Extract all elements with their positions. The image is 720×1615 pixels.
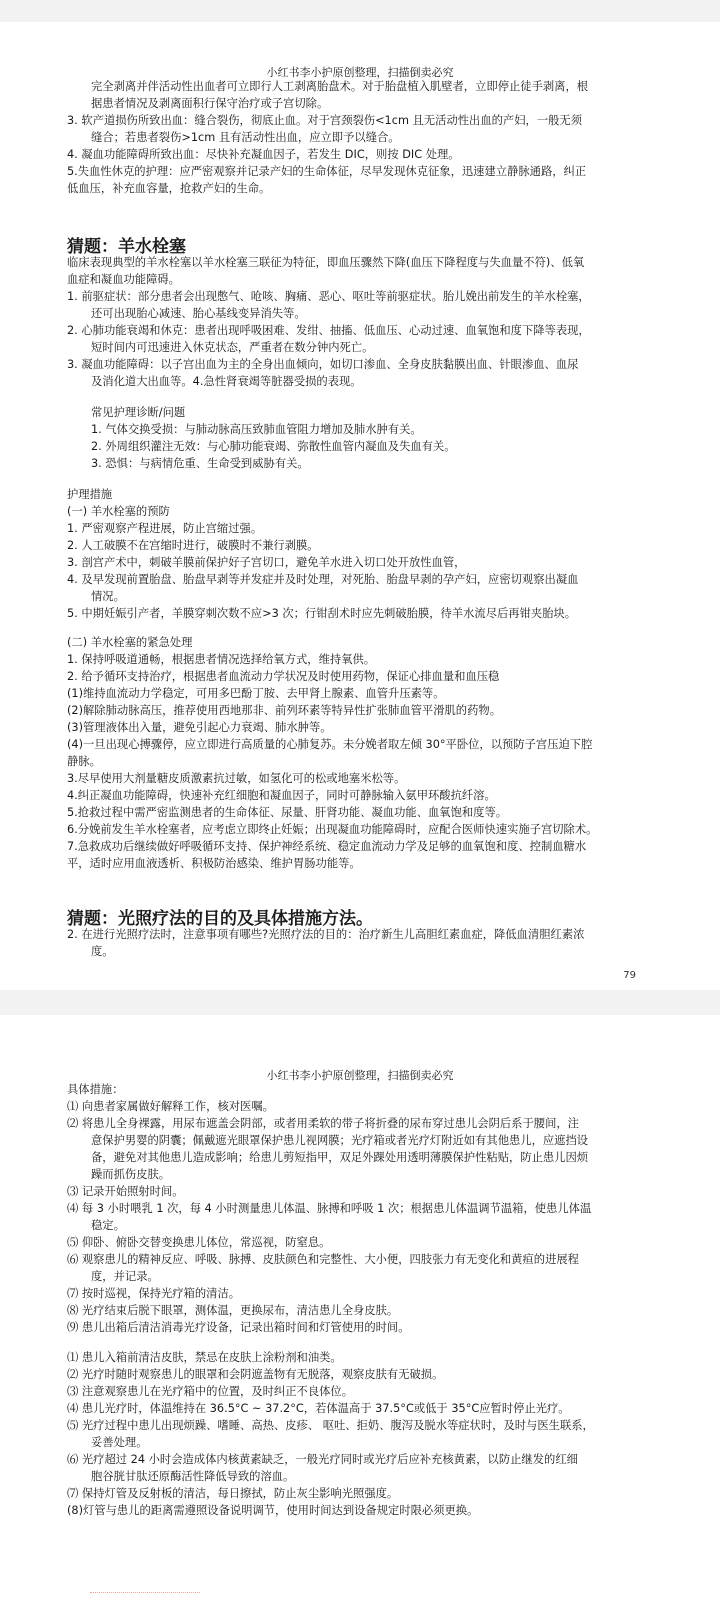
text-line: 胞谷胱甘肽还原酶活性降低导致的溶血。 — [91, 1470, 295, 1483]
text-line: 2. 给予循环支持治疗，根据患者血流动力学状况及时使用药物，保证心排血量和血压稳 — [67, 670, 500, 683]
text-line: 4. 及早发现前置胎盘、胎盘早剥等并发症并及时处理，对死胎、胎盘早剥的孕产妇，应密切观察出凝血 — [67, 573, 579, 586]
text-line: 3. 剖宫产术中，刺破羊膜前保护好子宫切口，避免羊水进入切口处开放性血管， — [67, 556, 466, 569]
text-line: 5.抢救过程中需严密监测患者的生命体征、尿量、肝肾功能、凝血功能、血氧饱和度等。 — [67, 806, 508, 819]
subheading: 具体措施： — [67, 1083, 124, 1096]
text-line: 完全剥离并伴活动性出血者可立即行人工剥离胎盘术。对于胎盘植入肌壁者，立即停止徒手剥离，根 — [91, 80, 589, 93]
page-number: 79 — [623, 970, 636, 981]
text-line: 2. 外周组织灌注无效：与心肺功能衰竭、弥散性血管内凝血及失血有关。 — [91, 440, 456, 453]
text-line: 临床表现典型的羊水栓塞以羊水栓塞三联征为特征，即血压骤然下降(血压下降程度与失血量不符)、低氧 — [67, 256, 585, 269]
text-line: 2. 在进行光照疗法时，注意事项有哪些?光照疗法的目的：治疗新生儿高胆红素血症，降低血清胆红素浓 — [67, 928, 585, 941]
text-line: (2)解除肺动脉高压，推荐使用西地那非、前列环素等特异性扩张肺血管平滑肌的药物。 — [67, 704, 501, 717]
text-line: 1. 前驱症状：部分患者会出现憋气、呛咳、胸痛、恶心、呕吐等前驱症状。胎儿娩出前发生的羊水栓塞， — [67, 290, 590, 303]
footer-decoration — [90, 1592, 200, 1596]
text-line: 5.失血性休克的护理：应严密观察并记录产妇的生命体征，尽早发现休克征象，迅速建立静脉通路，纠正 — [67, 165, 587, 178]
section-title-amniotic: 猜题：羊水栓塞 — [67, 237, 186, 257]
text-line: 1. 严密观察产程进展，防止宫缩过强。 — [67, 522, 263, 535]
text-line: 3. 凝血功能障碍：以子宫出血为主的全身出血倾向，如切口渗血、全身皮肤黏膜出血、针眼渗血、血尿 — [67, 358, 579, 371]
text-line: ⑻ 光疗结束后脱下眼罩，测体温，更换尿布，清洁患儿全身皮肤。 — [67, 1304, 399, 1317]
text-line: ⑺ 保持灯管及反射板的清洁，每日擦拭，防止灰尘影响光照强度。 — [67, 1487, 399, 1500]
text-line: 静脉。 — [67, 755, 101, 768]
text-line: 3. 软产道损伤所致出血：缝合裂伤，彻底止血。对于宫颈裂伤<1cm 且无活动性出血的产妇，一般无须 — [67, 114, 583, 127]
text-line: 2. 人工破膜不在宫缩时进行，破膜时不兼行剥膜。 — [67, 539, 319, 552]
text-line: 度，并记录。 — [91, 1270, 159, 1283]
text-line: ⑼ 患儿出箱后清洁消毒光疗设备，记录出箱时间和灯管使用的时间。 — [67, 1321, 410, 1334]
page-header: 小红书李小护原创整理，扫描倒卖必究 — [266, 1069, 454, 1082]
text-line: 短时间内可迅速进入休克状态，严重者在数分钟内死亡。 — [91, 341, 374, 354]
text-line: 血症和凝血功能障碍。 — [67, 273, 180, 286]
text-line: ⑸ 光疗过程中患儿出现烦躁、嗜睡、高热、皮疹、 呕吐、拒奶、腹泻及脱水等症状时，及时与医生联系， — [67, 1419, 594, 1432]
text-line: 躁而抓伤皮肤。 — [91, 1168, 171, 1181]
text-line: ⑴ 患儿入箱前清洁皮肤，禁忌在皮肤上涂粉剂和油类。 — [67, 1351, 342, 1364]
page-header: 小红书李小护原创整理，扫描倒卖必究 — [266, 66, 454, 79]
text-line: ⑴ 向患者家属做好解释工作，核对医嘱。 — [67, 1100, 274, 1113]
text-line: (3)管理液体出入量，避免引起心力衰竭、肺水肿等。 — [67, 721, 332, 734]
subheading: (一) 羊水栓塞的预防 — [67, 505, 170, 518]
text-line: ⑸ 仰卧、俯卧交替变换患儿体位，常巡视，防窒息。 — [67, 1236, 331, 1249]
text-line: 3. 恐惧：与病情危重、生命受到威胁有关。 — [91, 457, 309, 470]
text-line: 及消化道大出血等。4.急性肾衰竭等脏器受损的表现。 — [91, 375, 362, 388]
text-line: 低血压，补充血容量，抢救产妇的生命。 — [67, 182, 271, 195]
text-line: 平，适时应用血液透析、积极防治感染、维护胃肠功能等。 — [67, 857, 361, 870]
text-line: 备，避免对其他患儿造成影响；给患儿剪短指甲，双足外踝处用透明薄膜保护性粘贴，防止患儿因烦 — [91, 1151, 589, 1164]
text-line: ⑵ 将患儿全身裸露，用尿布遮盖会阴部，或者用柔软的带子将折叠的尿布穿过患儿会阴后系于腰间，注 — [67, 1117, 579, 1130]
text-line: 1. 气体交换受损：与肺动脉高压致肺血管阻力增加及肺水肿有关。 — [91, 423, 422, 436]
text-line: 1. 保持呼吸道通畅，根据患者情况选择给氧方式，维持氧供。 — [67, 653, 376, 666]
subheading: 护理措施 — [67, 488, 113, 501]
text-line: (1)维持血流动力学稳定，可用多巴酚丁胺、去甲肾上腺素、血管升压素等。 — [67, 687, 445, 700]
text-line: ⑶ 注意观察患儿在光疗箱中的位置，及时纠正不良体位。 — [67, 1385, 354, 1398]
text-line: 意保护男婴的阴囊；佩戴遮光眼罩保护患儿视网膜；光疗箱或者光疗灯附近如有其他患儿，应遮挡设 — [91, 1134, 589, 1147]
text-line: ⑺ 按时巡视，保持光疗箱的清洁。 — [67, 1287, 241, 1300]
text-line: 3.尽早使用大剂量糖皮质激素抗过敏，如氢化可的松或地塞米松等。 — [67, 772, 406, 785]
text-line: 度。 — [91, 945, 114, 958]
text-line: 缝合；若患者裂伤>1cm 且有活动性出血，应立即予以缝合。 — [91, 131, 400, 144]
text-line: 4.纠正凝血功能障碍，快速补充红细胞和凝血因子，同时可静脉输入氨甲环酸抗纤溶。 — [67, 789, 496, 802]
text-line: 2. 心肺功能衰竭和休克：患者出现呼吸困难、发绀、抽搐、低血压、心动过速、血氧饱和度下降等表现， — [67, 324, 590, 337]
text-line: 还可出现胎心减速、胎心基线变异消失等。 — [91, 307, 306, 320]
text-line: 情况。 — [91, 590, 125, 603]
subheading: 常见护理诊断/问题 — [91, 406, 186, 419]
document-page-2 — [0, 1015, 720, 1615]
text-line: 6.分娩前发生羊水栓塞者，应考虑立即终止妊娠；出现凝血功能障碍时，应配合医师快速实施子宫切除术。 — [67, 823, 598, 836]
text-line: 据患者情况及剥离面积行保守治疗或子宫切除。 — [91, 97, 329, 110]
text-line: 稳定。 — [91, 1219, 125, 1232]
text-line: ⑶ 记录开始照射时间。 — [67, 1185, 184, 1198]
text-line: 5. 中期妊娠引产者，羊膜穿刺次数不应>3 次；行钳刮术时应先刺破胎膜，待羊水流尽后再钳夹胎块。 — [67, 607, 577, 620]
text-line: ⑷ 每 3 小时喂乳 1 次，每 4 小时测量患儿体温、脉搏和呼吸 1 次；根据患儿体温调节温箱，使患儿体温 — [67, 1202, 592, 1215]
subheading: (二) 羊水栓塞的紧急处理 — [67, 636, 193, 649]
text-line: (4)一旦出现心搏骤停，应立即进行高质量的心肺复苏。未分娩者取左倾 30°平卧位，以预防子宫压迫下腔 — [67, 738, 593, 751]
text-line: 妥善处理。 — [91, 1436, 148, 1449]
text-line: ⑵ 光疗时随时观察患儿的眼罩和会阴遮盖物有无脱落，观察皮肤有无破损。 — [67, 1368, 444, 1381]
text-line: ⑹ 观察患儿的精神反应、呼吸、脉搏、皮肤颜色和完整性、大小便，四肢张力有无变化和黄疸的进展程 — [67, 1253, 579, 1266]
section-title-phototherapy: 猜题：光照疗法的目的及具体措施方法。 — [67, 909, 373, 929]
text-line: 7.急救成功后继续做好呼吸循环支持、保护神经系统、稳定血流动力学及足够的血氧饱和度、控制血糖水 — [67, 840, 587, 853]
text-line: ⑹ 光疗超过 24 小时会造成体内核黄素缺乏，一般光疗同时或光疗后应补充核黄素，以防止继发的红细 — [67, 1453, 578, 1466]
text-line: ⑷ 患儿光疗时，体温维持在 36.5°C ~ 37.2°C，若体温高于 37.5°C或低于 35°C应暂时停止光疗。 — [67, 1402, 570, 1415]
document-page-1 — [0, 22, 720, 990]
text-line: 4. 凝血功能障碍所致出血：尽快补充凝血因子，若发生 DIC，则按 DIC 处理。 — [67, 148, 460, 161]
text-line: (8)灯管与患儿的距离需遵照设备说明调节，使用时间达到设备规定时限必须更换。 — [67, 1504, 479, 1517]
